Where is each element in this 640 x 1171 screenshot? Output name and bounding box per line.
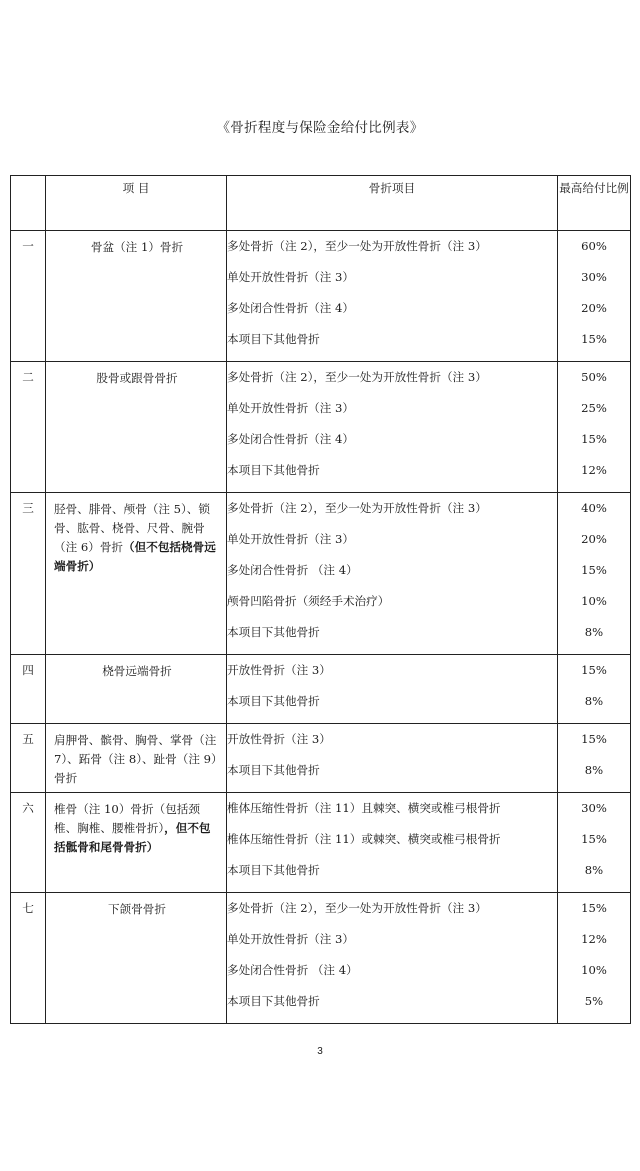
fracture-subitem: 多处骨折（注 2），至少一处为开放性骨折（注 3） [227, 493, 558, 525]
payout-ratio: 10% [558, 586, 631, 617]
payout-ratio: 50% [558, 362, 631, 394]
row-index: 三 [11, 493, 46, 655]
table-row [11, 724, 631, 756]
fracture-category-text: 股骨或跟骨骨折 [96, 371, 178, 385]
fracture-subitem: 多处闭合性骨折（注 4） [227, 424, 558, 455]
fracture-category [46, 724, 227, 793]
payout-ratio: 8% [558, 686, 631, 717]
payout-ratio: 40% [558, 493, 631, 525]
fracture-subitem: 本项目下其他骨折 [227, 686, 558, 717]
fracture-subitem: 多处骨折（注 2），至少一处为开放性骨折（注 3） [227, 893, 558, 925]
fracture-subitem: 椎体压缩性骨折（注 11）或棘突、横突或椎弓根骨折 [227, 824, 558, 855]
payout-ratio: 15% [558, 324, 631, 355]
fracture-subitem: 单处开放性骨折（注 3） [227, 262, 558, 293]
fracture-category-text: 骨盆（注 1）骨折 [90, 240, 184, 254]
payout-ratio: 8% [558, 755, 631, 786]
fracture-subitem: 本项目下其他骨折 [227, 855, 558, 886]
fracture-subitem: 本项目下其他骨折 [227, 755, 558, 786]
payout-ratio: 5% [558, 986, 631, 1017]
fracture-subitem: 单处开放性骨折（注 3） [227, 393, 558, 424]
table-row [11, 893, 631, 925]
table-row [11, 493, 631, 525]
table-body [11, 231, 631, 1024]
payout-ratio: 60% [558, 231, 631, 263]
fracture-subitem: 颅骨凹陷骨折（须经手术治疗） [227, 586, 558, 617]
row-index: 五 [11, 724, 46, 793]
header-fracture-item: 骨折项目 [227, 176, 558, 231]
fracture-category-text: 下颌骨骨折 [108, 902, 166, 916]
payout-ratio: 25% [558, 393, 631, 424]
payout-ratio: 15% [558, 724, 631, 756]
fracture-subitem: 多处闭合性骨折 （注 4） [227, 555, 558, 586]
table-header-row [11, 176, 631, 231]
payout-ratio: 30% [558, 793, 631, 825]
fracture-category [46, 655, 227, 724]
fracture-category [46, 493, 227, 655]
payout-ratio: 15% [558, 824, 631, 855]
fracture-subitem: 开放性骨折（注 3） [227, 655, 558, 687]
fracture-category-text: 桡骨远端骨折 [102, 664, 172, 678]
fracture-subitem: 本项目下其他骨折 [227, 617, 558, 648]
fracture-subitem: 多处闭合性骨折 （注 4） [227, 955, 558, 986]
payout-ratio: 20% [558, 293, 631, 324]
fracture-category-exclusion: ，但不包括骶骨和尾骨骨折） [54, 821, 211, 854]
fracture-category-text: 椎骨（注 10）骨折（包括颈椎、胸椎、腰椎骨折） [54, 802, 200, 835]
row-index: 六 [11, 793, 46, 893]
fracture-category [46, 893, 227, 1024]
payout-ratio: 15% [558, 555, 631, 586]
payout-ratio: 20% [558, 524, 631, 555]
fracture-subitem: 多处闭合性骨折（注 4） [227, 293, 558, 324]
row-index: 七 [11, 893, 46, 1024]
payout-ratio: 15% [558, 424, 631, 455]
fracture-category [46, 231, 227, 362]
document-title: 《骨折程度与保险金给付比例表》 [216, 120, 424, 136]
fracture-benefit-table [10, 175, 631, 1024]
fracture-subitem: 多处骨折（注 2），至少一处为开放性骨折（注 3） [227, 362, 558, 394]
row-index: 一 [11, 231, 46, 362]
header-index [11, 176, 46, 231]
fracture-subitem: 多处骨折（注 2），至少一处为开放性骨折（注 3） [227, 231, 558, 263]
fracture-category [46, 793, 227, 893]
table-row [11, 231, 631, 263]
fracture-subitem: 本项目下其他骨折 [227, 455, 558, 486]
row-index: 四 [11, 655, 46, 724]
spacer-cell [227, 1017, 558, 1024]
payout-ratio: 30% [558, 262, 631, 293]
fracture-category [46, 362, 227, 493]
fracture-category-exclusion: （但不包括桡骨远端骨折） [54, 540, 216, 573]
payout-ratio: 8% [558, 617, 631, 648]
payout-ratio: 8% [558, 855, 631, 886]
payout-ratio: 12% [558, 455, 631, 486]
payout-ratio: 15% [558, 893, 631, 925]
fracture-subitem: 椎体压缩性骨折（注 11）且棘突、横突或椎弓根骨折 [227, 793, 558, 825]
table-row [11, 655, 631, 687]
page-number: 3 [317, 1046, 323, 1057]
fracture-subitem: 单处开放性骨折（注 3） [227, 924, 558, 955]
fracture-subitem: 单处开放性骨折（注 3） [227, 524, 558, 555]
payout-ratio: 15% [558, 655, 631, 687]
fracture-category-text: 胫骨、腓骨、颅骨（注 5）、锁骨、肱骨、桡骨、尺骨、腕骨（注 6）骨折 [54, 502, 210, 554]
payout-ratio: 12% [558, 924, 631, 955]
fracture-subitem: 本项目下其他骨折 [227, 986, 558, 1017]
fracture-category-text: 肩胛骨、髌骨、胸骨、掌骨（注 7）、跖骨（注 8）、趾骨（注 9）骨折 [54, 733, 217, 785]
header-item: 项 目 [46, 176, 227, 231]
header-max-ratio: 最高给付比例 [558, 176, 631, 231]
fracture-subitem: 本项目下其他骨折 [227, 324, 558, 355]
spacer-cell [558, 1017, 631, 1024]
payout-ratio: 10% [558, 955, 631, 986]
fracture-subitem: 开放性骨折（注 3） [227, 724, 558, 756]
table-row [11, 362, 631, 394]
table-row [11, 793, 631, 825]
row-index: 二 [11, 362, 46, 493]
